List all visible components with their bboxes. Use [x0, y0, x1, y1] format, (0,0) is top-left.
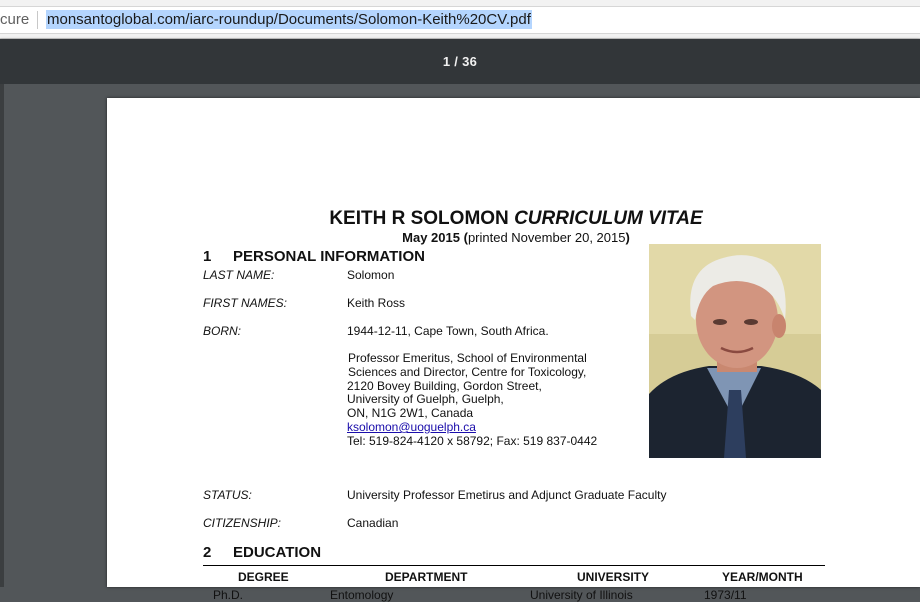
education-header-degree: DEGREE	[238, 570, 289, 584]
document-title	[107, 208, 920, 230]
address-line-3: 2120 Bovey Building, Gordon Street,	[347, 379, 542, 393]
browser-address-bar	[0, 0, 920, 39]
title-cv: CURRICULUM VITAE	[514, 208, 703, 229]
citizenship-label: CITIZENSHIP:	[203, 516, 282, 530]
portrait-photo	[649, 244, 821, 458]
title-name: KEITH R SOLOMON	[329, 208, 515, 229]
education-header-department: DEPARTMENT	[385, 570, 468, 584]
section-1-title: PERSONAL INFORMATION	[233, 248, 425, 265]
omnibox-separator	[37, 11, 38, 29]
date-printed: printed November 20, 2015	[467, 230, 626, 245]
pdf-page	[107, 98, 920, 602]
education-cell-year-month: 1973/11	[704, 588, 747, 602]
education-header-year-month: YEAR/MONTH	[722, 570, 803, 584]
phone-fax: Tel: 519-824-4120 x 58792; Fax: 519 837-0442	[347, 434, 598, 448]
education-cell-department: Entomology	[330, 588, 394, 602]
education-table-top-rule	[203, 565, 825, 566]
viewer-left-edge	[0, 84, 4, 587]
security-indicator-label[interactable]: cure	[0, 11, 30, 28]
date-open-paren: (	[459, 230, 468, 245]
email-link[interactable]: ksolomon@uoguelph.ca	[347, 420, 476, 434]
document-date	[107, 230, 920, 245]
pdf-viewer-area[interactable]	[0, 84, 920, 602]
first-names-value: Keith Ross	[347, 296, 406, 310]
address-line-5: ON, N1G 2W1, Canada	[347, 406, 474, 420]
last-name-value: Solomon	[347, 268, 395, 282]
section-2-number: 2	[203, 544, 212, 561]
citizenship-value: Canadian	[347, 516, 399, 530]
page-indicator: 1 / 36	[442, 54, 478, 69]
address-line-2: Sciences and Director, Centre for Toxicology,	[348, 365, 587, 379]
last-name-label: LAST NAME:	[203, 268, 275, 282]
born-value: 1944-12-11, Cape Town, South Africa.	[347, 324, 549, 338]
education-cell-university: University of Illinois	[530, 588, 633, 602]
education-cell-degree: Ph.D.	[213, 588, 244, 602]
first-names-label: FIRST NAMES:	[203, 296, 288, 310]
date-main: May 2015	[402, 230, 460, 245]
born-label: BORN:	[203, 324, 242, 338]
date-close-paren: )	[625, 230, 630, 245]
address-line-1: Professor Emeritus, School of Environmental	[348, 351, 587, 365]
status-label: STATUS:	[203, 488, 252, 502]
pdf-viewer-toolbar	[0, 39, 920, 84]
section-2-title: EDUCATION	[233, 544, 322, 561]
status-value: University Professor Emetirus and Adjunct Graduate Faculty	[347, 488, 667, 502]
section-1-number: 1	[203, 248, 212, 265]
url-text-selected[interactable]: monsantoglobal.com/iarc-roundup/Documents/Solomon-Keith%20CV.pdf	[47, 11, 531, 28]
education-header-university: UNIVERSITY	[577, 570, 650, 584]
portrait-image	[649, 244, 821, 458]
address-line-4: University of Guelph, Guelph,	[347, 392, 504, 406]
omnibox[interactable]	[0, 6, 920, 34]
